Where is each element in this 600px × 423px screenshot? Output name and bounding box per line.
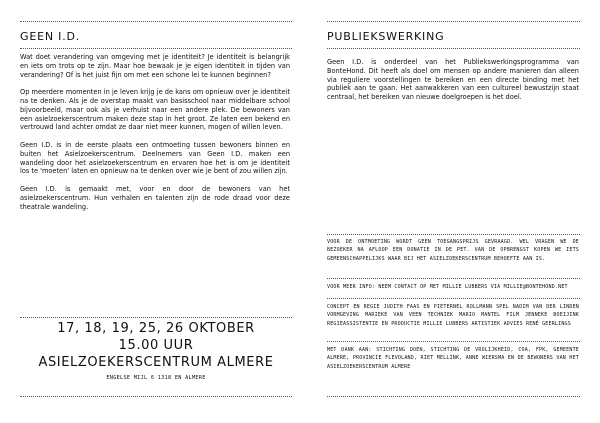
event-top-divider bbox=[20, 317, 292, 318]
right-body bbox=[327, 58, 579, 111]
event-address: ENGELSE MIJL 6 1318 EN ALMERE bbox=[106, 375, 206, 381]
credits-info bbox=[327, 303, 579, 328]
contact-divider bbox=[327, 298, 580, 299]
admission-divider bbox=[327, 278, 580, 279]
right-title: PUBLIEKSWERKING bbox=[327, 30, 445, 43]
left-paragraph-1: Wat doet verandering van omgeving met je identiteit? Je identiteit is belangrijk en iets om trots op te zijn. Maar hoe bewaak je je eigen identiteit in tijden van verandering? Of is het juist fijn om met een schone lei te kunnen beginnen? bbox=[20, 53, 290, 79]
right-paragraph: Geen I.D. is onderdeel van het Publiekswerkingsprogramma van BonteHond. Dit heeft als doel om mensen op andere manieren dan alleen via reguliere voorstellingen te bereiken en een directe binding met het publiek aan te gaan. Het aanwakkeren van een cultureel bewustzijn staat centraal, het bereiken van nieuwe doelgroepen is het doel. bbox=[327, 58, 579, 102]
event-time: 15.00 UUR bbox=[118, 338, 194, 353]
left-top-divider bbox=[20, 21, 292, 22]
admission-info bbox=[327, 238, 579, 263]
left-body bbox=[20, 53, 290, 220]
left-title-divider bbox=[20, 48, 292, 49]
left-paragraph-4: Geen I.D. is gemaakt met, voor en door de bewoners van het asielzoekerscentrum. Hun verhalen en talenten zijn de rode draad voor deze theatrale wandeling. bbox=[20, 184, 290, 211]
thanks-text: MET DANK AAN: STICHTING DOEN, STICHTING DE VROLIJKHEID, COA, FPK, GEMEENTE ALMERE, PROVINCIE FLEVOLAND, RIET MELLINK, ANNE WIERSMA EN DE BEWONERS VAN HET ASIELZOEKERSCENTRUM ALMERE bbox=[327, 347, 579, 370]
left-paragraph-2: Op meerdere momenten in je leven krijg je de kans om opnieuw over je identiteit na te denken. Als je de overstap maakt van basisschool naar middelbare school bijvoorbeeld, maar ook als je verhuist naar een andere plek. De bewoners van een asielzoekerscentrum maken deze stap in het groot. Ze laten een bekend en vertrouwd land achter omdat ze daar niet meer kunnen, mogen of willen leven. bbox=[20, 88, 290, 132]
left-title: GEEN I.D. bbox=[20, 30, 81, 43]
event-venue: ASIELZOEKERSCENTRUM ALMERE bbox=[38, 355, 274, 370]
event-dates: 17, 18, 19, 25, 26 OKTOBER bbox=[57, 321, 255, 336]
credits-text: CONCEPT EN REGIE JUDITH FAAS EN PIETERNEL ROLLMANN SPEL NADIM VAN DER LINDEN VORMGEVING MARIEKE VAN VEEN TECHNIEK MARIO MANTEL FILM JENNEKE BOEIJINK REGIEASSISTENTIE EN PRODUCTIE MILLIE LUBBERS ARTISTIEK ADVIES RENÉ GEERLINGS bbox=[327, 304, 579, 327]
right-bottom-divider bbox=[327, 396, 580, 397]
thanks-info bbox=[327, 346, 579, 371]
contact-info bbox=[327, 283, 579, 291]
right-top-divider bbox=[327, 21, 580, 22]
contact-text: VOOR MEER INFO: NEEM CONTACT OP MET MILLIE LUBBERS VIA MILLIE@BONTEHOND.NET bbox=[327, 284, 568, 290]
event-bottom-divider bbox=[20, 396, 292, 397]
admission-text: VOOR DE ONTMOETING WORDT GEEN TOEGANGSPRIJS GEVRAAGD. WEL VRAGEN WE DE BEZOEKER NA AFLOOP EEN DONATIE IN DE PET. VAN DE OPBRENGST KOPEN WE IETS GEMEENSCHAPPELIJKS WAAR BIJ HET ASIELZOEKERSCENTRUM BEHOEFTE AAN IS. bbox=[327, 239, 579, 262]
left-paragraph-3: Geen I.D. is in de eerste plaats een ontmoeting tussen bewoners binnen en buiten het Asielzoekerscentrum. Deelnemers van Geen I.D. maken een wandeling door het asielzoekerscentrum en ervaren hoe het is om je identiteit los te 'moeten' laten en opnieuw na te denken over wie je bent of zou willen zijn. bbox=[20, 140, 290, 176]
right-title-divider bbox=[327, 48, 580, 49]
right-info-top-divider bbox=[327, 234, 580, 235]
credits-divider bbox=[327, 341, 580, 342]
